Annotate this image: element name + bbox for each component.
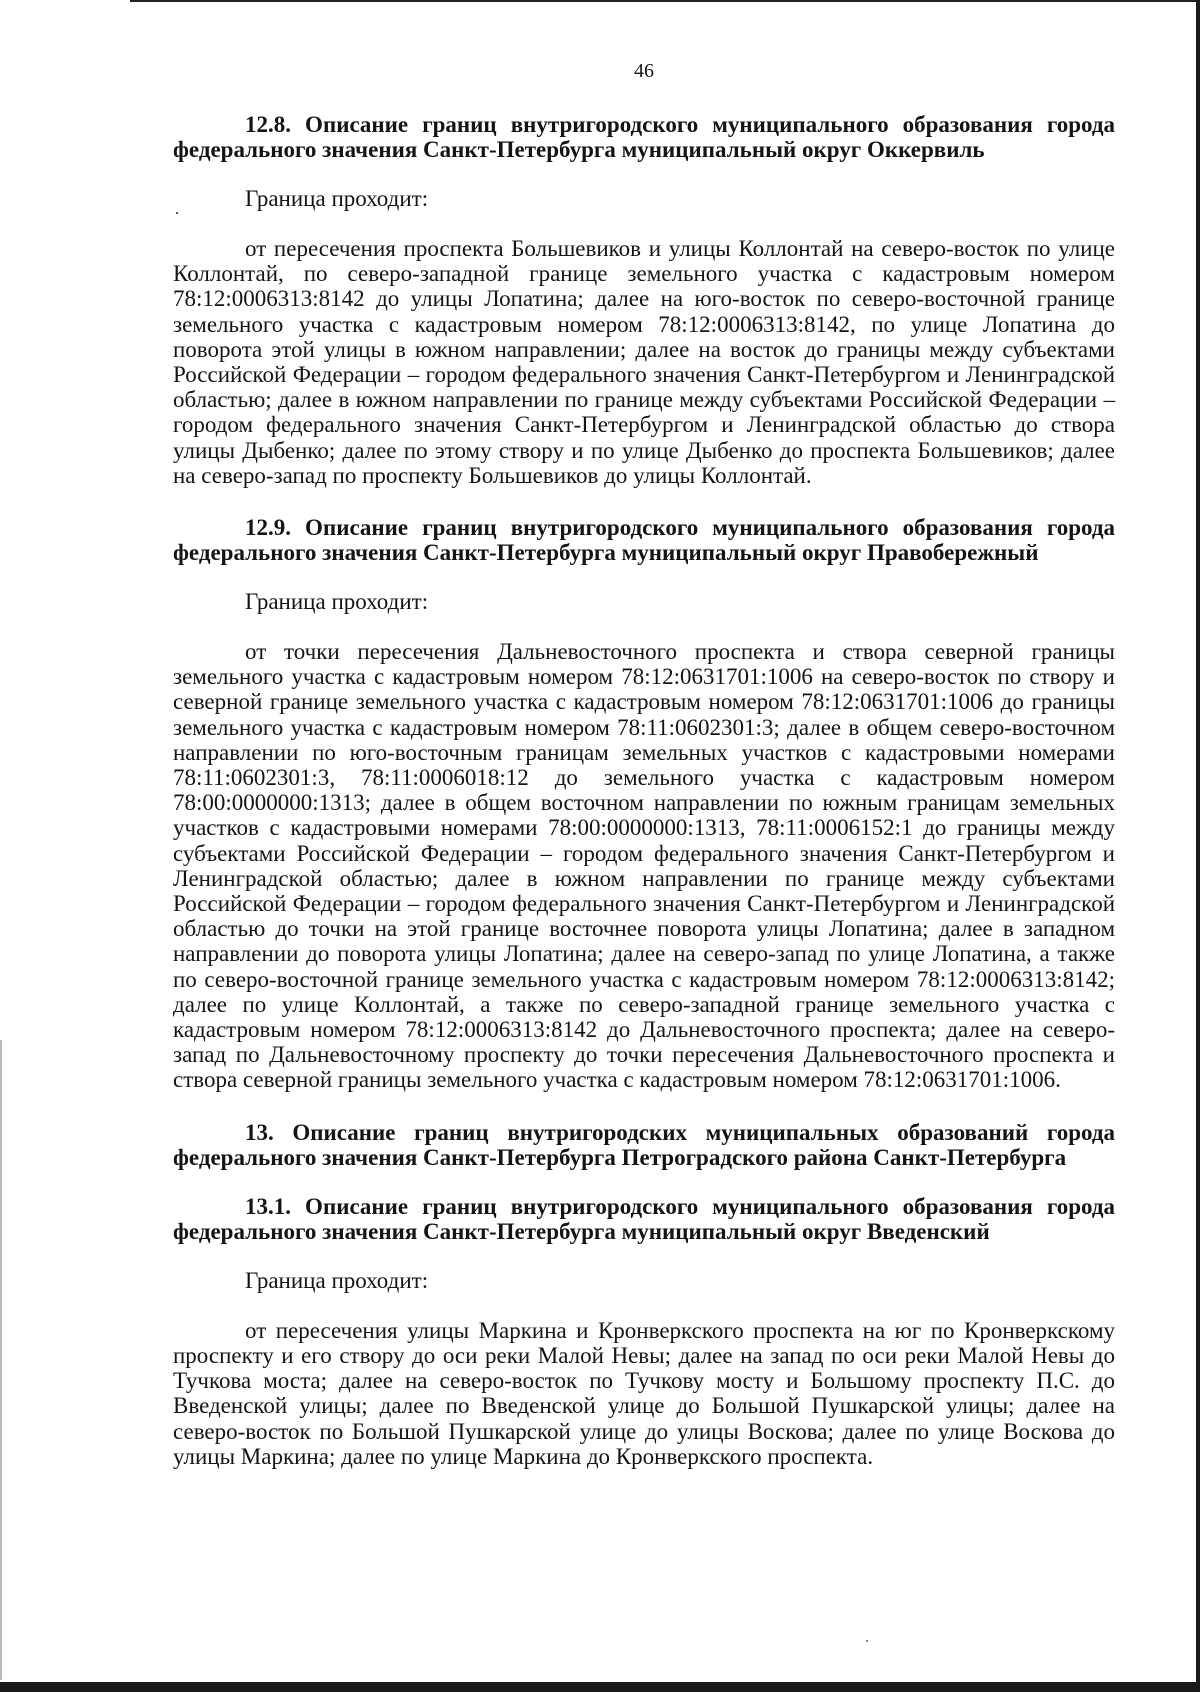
- section-heading-12-8: 12.8. Описание границ внутригородского муниципального образования города федерального значения Санкт-Петербурга муниципальный округ Оккервиль: [173, 112, 1115, 162]
- scan-bottom-edge: [0, 1682, 1200, 1692]
- section-body-13-1: от пересечения улицы Маркина и Кронверкского проспекта на юг по Кронверкскому проспекту и его створу до оси реки Малой Невы; далее на запад по оси реки Малой Невы до Тучкова моста; далее на северо-восток по Тучкову мосту и Большому проспекту П.С. до Введенской улицы; далее по Введенской улице до Большой Пушкарской улицы; далее на северо-восток по Большой Пушкарской улице до улицы Воскова; далее по улице Воскова до улицы Маркина; далее по улице Маркина до Кронверкского проспекта.: [173, 1317, 1115, 1469]
- section-lead-12-8: Граница проходит:: [245, 186, 429, 211]
- section-lead-12-9: Граница проходит:: [245, 589, 429, 615]
- section-body-12-8: от пересечения проспекта Большевиков и улицы Коллонтай на северо-восток по улице Коллонтай, по северо-западной границе земельного участка с кадастровым номером 78:12:0006313:8142 до улицы Лопатина; далее на юго-восток по северо-восточной границе земельного участка с кадастровым номером 78:12:0006313:8142, по улице Лопатина до поворота этой улицы в южном направлении; далее на восток до границы между субъектами Российской Федерации – городом федерального значения Санкт-Петербургом и Ленинградской областью; далее в южном направлении по границе между субъектами Российской Федерации – городом федерального значения Санкт-Петербургом и Ленинградской областью до створа улицы Дыбенко; далее по этому створу и по улице Дыбенко до проспекта Большевиков; далее на северо-запад по проспекту Большевиков до улицы Коллонтай.: [173, 236, 1115, 488]
- section-heading-13: 13. Описание границ внутригородских муниципальных образований города федерального значения Санкт-Петербурга Петроградского района Санкт-Петербурга: [173, 1119, 1115, 1170]
- page-number: 46: [634, 60, 654, 82]
- section-heading-13-1: 13.1. Описание границ внутригородского муниципального образования города федерального значения Санкт-Петербурга муниципальный округ Введенский: [173, 1193, 1115, 1244]
- document-content: [173, 58, 1115, 1496]
- section-lead-13-1: Граница проходит:: [245, 1267, 429, 1293]
- scan-top-edge: [130, 0, 1200, 2]
- scan-speck: [866, 1640, 868, 1642]
- section-heading-12-9: 12.9. Описание границ внутригородского муниципального образования города федерального значения Санкт-Петербурга муниципальный округ Правобережный: [173, 515, 1115, 566]
- section-body-12-9: от точки пересечения Дальневосточного проспекта и створа северной границы земельного участка с кадастровым номером 78:12:0631701:1006 на северо-восток по створу и северной границе земельного участка с кадастровым номером 78:12:0631701:1006 до границы земельного участка с кадастровым номером 78:11:0602301:3; далее в общем северо-восточном направлении по юго-восточным границам земельных участков с кадастровыми номерами 78:11:0602301:3, 78:11:0006018:12 до земельного участка с кадастровым номером 78:00:0000000:1313; далее в общем восточном направлении по южным границам земельных участков с кадастровыми номерами 78:00:0000000:1313, 78:11:0006152:1 до границы между субъектами Российской Федерации – городом федерального значения Санкт-Петербургом и Ленинградской областью; далее в южном направлении по границе между субъектами Российской Федерации – городом федерального значения Санкт-Петербургом и Ленинградской областью до точки на этой границе восточнее поворота улицы Лопатина; далее в западном направлении до поворота улицы Лопатина; далее на северо-запад по улице Лопатина, а также по северо-восточной границе земельного участка с кадастровым номером 78:12:0006313:8142; далее по улице Коллонтай, а также по северо-западной границе земельного участка с кадастровым номером 78:12:0006313:8142 до Дальневосточного проспекта; далее на северо-запад по Дальневосточному проспекту до точки пересечения Дальневосточного проспекта и створа северной границы земельного участка с кадастровым номером 78:12:0631701:1006.: [173, 639, 1115, 1093]
- scan-right-edge: [1196, 0, 1200, 1692]
- scan-left-edge: [0, 1040, 2, 1680]
